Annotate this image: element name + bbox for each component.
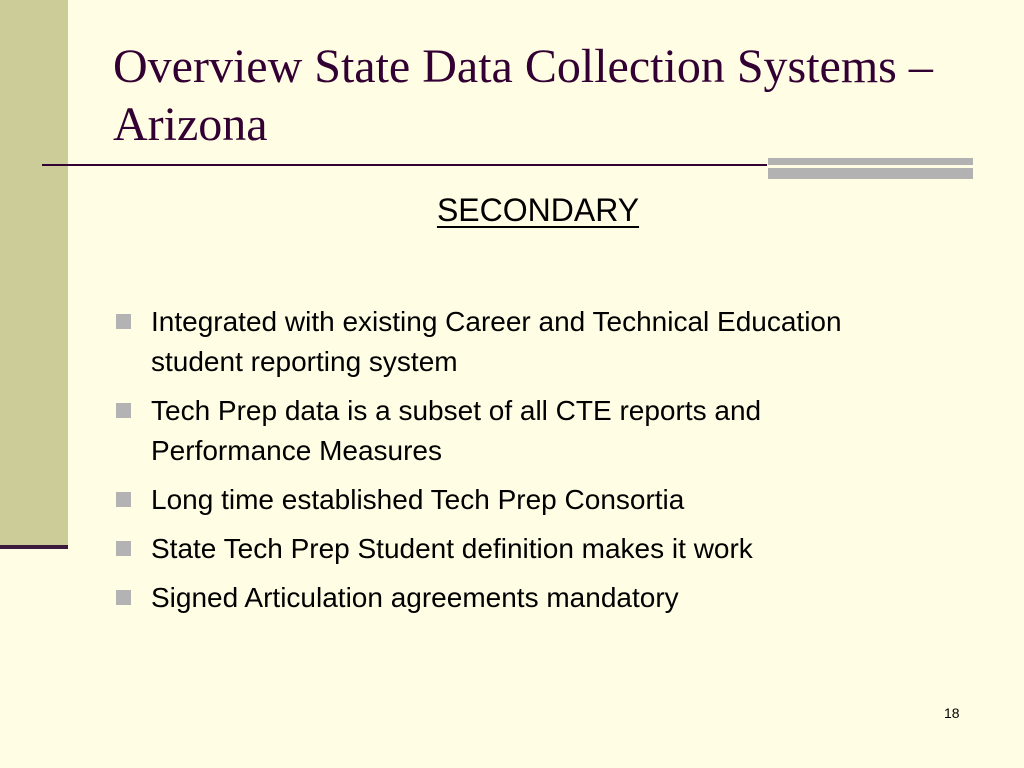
square-bullet-icon xyxy=(116,314,131,329)
left-bar-underline xyxy=(0,545,68,549)
bullet-text: Long time established Tech Prep Consortia xyxy=(151,484,685,515)
bullet-text: State Tech Prep Student definition makes it work xyxy=(151,533,753,564)
bullet-item xyxy=(113,480,913,520)
square-bullet-icon xyxy=(116,590,131,605)
bullet-text: Signed Articulation agreements mandatory xyxy=(151,582,679,613)
bullet-list xyxy=(113,302,913,627)
page-number: 18 xyxy=(944,705,960,721)
bullet-text: Integrated with existing Career and Technical Education student reporting system xyxy=(151,306,842,377)
slide-subtitle: SECONDARY xyxy=(436,192,640,228)
square-bullet-icon xyxy=(116,403,131,418)
title-accent-bar xyxy=(768,158,973,179)
bullet-item xyxy=(113,302,913,382)
square-bullet-icon xyxy=(116,541,131,556)
square-bullet-icon xyxy=(116,492,131,507)
bullet-text: Tech Prep data is a subset of all CTE reports and Performance Measures xyxy=(151,395,762,466)
left-decorative-bar xyxy=(0,0,68,545)
title-divider xyxy=(42,164,767,166)
bullet-item xyxy=(113,391,913,471)
bullet-item xyxy=(113,529,913,569)
bullet-item xyxy=(113,578,913,618)
slide-title: Overview State Data Collection Systems – Arizona xyxy=(113,40,933,151)
